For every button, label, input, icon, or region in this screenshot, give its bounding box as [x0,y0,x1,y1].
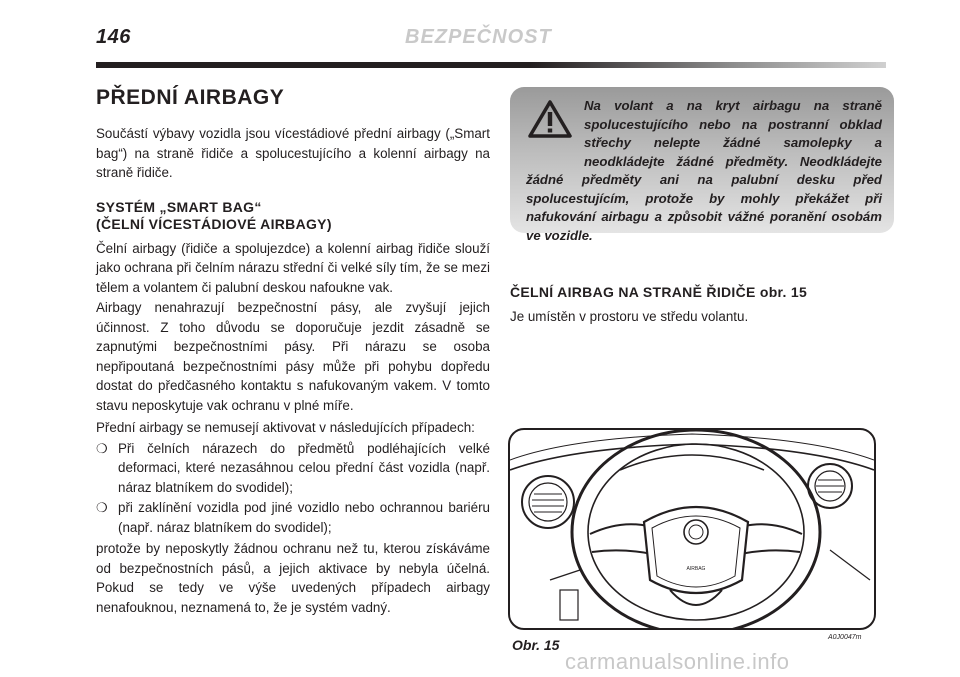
page-title: PŘEDNÍ AIRBAGY [96,86,285,109]
left-column [96,86,490,617]
paragraph-belts: Airbagy nenahrazují bezpečnostní pásy, ale zvyšují jejich účinnost. Z toho důvodu se doporučuje jezdit zásadně se zapnutými bezpečnostními pásy. Při nárazu se osoba nepřipoutaná bezpečnostními pásy může při pohybu dopředu dostat do předčasného kontaktu s nafukovaným vakem. V tomto stavu neposkytuje vak ochranu v plné míře. [96,300,490,413]
bullet-text: při zaklínění vozidla pod jiné vozidlo nebo ochrannou bariéru (např. náraz blatníkem do svodidel); [118,500,490,535]
right-text: Je umístěn v prostoru ve středu volantu. [510,309,749,324]
steering-wheel-illustration [510,430,874,628]
hub-label: AIRBAG [686,566,706,572]
header-rule [96,62,886,68]
subheading [96,199,490,233]
watermark: carmanualsonline.info [565,649,790,674]
figure-caption: Obr. 15 [512,637,560,653]
intro-paragraph: Součástí výbavy vozidla jsou vícestádiové přední airbagy („Smart bag“) na straně řidiče a spolucestujícího a kolenní airbagy na straně řidiče. [96,126,490,180]
paragraph-function: Čelní airbagy (řidiče a spolujezdce) a kolenní airbag řidiče slouží jako ochrana při čelním nárazu střední či velké síly tím, že se mezi tělem a volantem či palubní deskou nafoukne vak. [96,240,490,295]
warning-text: Na volant a na kryt airbagu na straně spolucestujícího nebo na postranní obklad střechy nelepte žádné samolepky a neodkládejte žádné předměty. Neodkládejte žádné předměty ani na palubní desku před spolucestujícím, protože by mohly překážet při nafukování airbagu a způsobit vážné poranění osobám ve vozidle. [526,98,882,243]
right-heading: ČELNÍ AIRBAG NA STRANĚ ŘIDIČE obr. 15 [510,284,808,300]
figure-steering-wheel [508,428,876,630]
warning-triangle-icon [528,100,572,138]
paragraph-cases: Přední airbagy se nemusejí aktivovat v následujících případech: [96,420,475,435]
subheading-line-1: SYSTÉM „SMART BAG“ [96,198,262,215]
bullet-text: Při čelních nárazech do předmětů podléhajících velké deformaci, které nezasáhnou celou přední část vozidla (např. náraz blatníkem do svodidel); [118,440,490,495]
left-vent-icon [522,476,574,528]
bullet-item [96,498,490,537]
figure-code: A0J0047m [828,634,862,641]
airbag-hub-icon [644,507,748,593]
page-number: 146 [96,26,131,48]
subheading-line-2: (ČELNÍ VÍCESTÁDIOVÉ AIRBAGY) [96,215,332,232]
bullet-circle-icon: ❍ [96,440,108,456]
warning-box [510,87,894,243]
bullet-circle-icon: ❍ [96,500,108,515]
section-title: BEZPEČNOST [405,26,552,48]
paragraph-conclusion: protože by neposkytly žádnou ochranu než tu, kterou získáváme od bezpečnostních pásů, a jejich aktivace by nebyla účelná. Pokud se tedy ve výše uvedených případech airbagy nenafouknou, neznamená to, že je systém vadný. [96,541,490,615]
bullet-item [96,439,490,498]
